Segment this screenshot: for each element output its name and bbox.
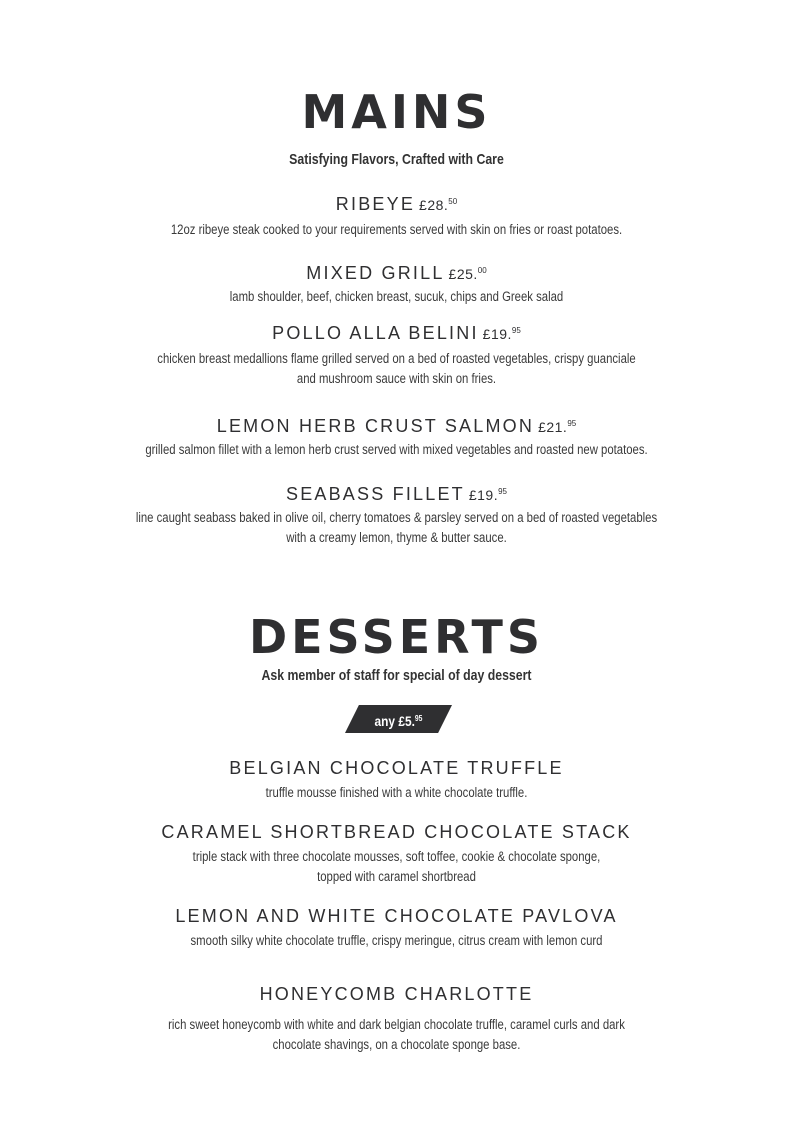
mains-subtitle: Satisfying Flavors, Crafted with Care [289, 151, 504, 168]
item-heading [0, 191, 793, 216]
item-description: truffle mousse finished with a white chocolate truffle. [265, 785, 528, 800]
item-price: £21.95 [538, 419, 577, 435]
item-name: SEABASS FILLET [285, 484, 465, 504]
mains-title: MAINS [301, 85, 492, 139]
item-description: grilled salmon fillet with a lemon herb crust served with mixed vegetables and roasted new potatoes. [145, 442, 648, 457]
dessert-item-lemon-white-chocolate-pavlova [0, 905, 793, 951]
desserts-title: DESSERTS [248, 610, 545, 664]
item-name: MIXED GRILL [306, 263, 445, 283]
item-description: lamb shoulder, beef, chicken breast, sucuk, chips and Greek salad [229, 289, 564, 304]
item-name: POLLO ALLA BELINI [272, 323, 479, 343]
main-item-lemon-herb-crust-salmon [0, 413, 793, 460]
dessert-price-tag [345, 705, 452, 733]
dessert-item-caramel-shortbread-stack [0, 821, 793, 887]
item-description: smooth silky white chocolate truffle, crispy meringue, citrus cream with lemon curd [190, 933, 603, 948]
item-heading [0, 481, 793, 506]
item-name: HONEYCOMB CHARLOTTE [259, 984, 534, 1004]
main-item-mixed-grill [0, 260, 793, 307]
item-description: rich sweet honeycomb with white and dark belgian chocolate truffle, caramel curls and dark chocolate shavings, on a chocolate sponge base. [168, 1017, 625, 1052]
item-heading [0, 320, 793, 345]
item-name: RIBEYE [335, 194, 416, 214]
price-tag-label: any £5.95 [374, 713, 423, 729]
item-price: £25.00 [448, 266, 487, 282]
item-heading [0, 413, 793, 438]
item-price: £19.95 [468, 487, 508, 503]
item-name: LEMON AND WHITE CHOCOLATE PAVLOVA [175, 906, 618, 926]
item-description: line caught seabass baked in olive oil, cherry tomatoes & parsley served on a bed of roasted vegetables with a creamy lemon, thyme & butter sauce. [135, 510, 658, 545]
main-item-seabass-fillet [0, 481, 793, 548]
item-description: chicken breast medallions flame grilled served on a bed of roasted vegetables, crispy guanciale and mushroom sauce with skin on fries. [157, 351, 636, 386]
item-price: £28.50 [419, 197, 458, 213]
item-price: £19.95 [482, 326, 521, 342]
item-description: 12oz ribeye steak cooked to your requirements served with skin on fries or roast potatoes. [170, 222, 623, 237]
dessert-item-belgian-chocolate-truffle [0, 757, 793, 803]
main-item-pollo-alla-belini [0, 320, 793, 389]
item-description: triple stack with three chocolate mousses, soft toffee, cookie & chocolate sponge, topped with caramel shortbread [192, 849, 601, 884]
dessert-item-honeycomb-charlotte [0, 983, 793, 1055]
main-item-ribeye [0, 191, 793, 240]
item-name: CARAMEL SHORTBREAD CHOCOLATE STACK [161, 822, 632, 842]
item-heading [0, 260, 793, 285]
desserts-subtitle: Ask member of staff for special of day dessert [261, 667, 532, 684]
item-name: LEMON HERB CRUST SALMON [216, 416, 535, 436]
item-name: BELGIAN CHOCOLATE TRUFFLE [229, 758, 564, 778]
